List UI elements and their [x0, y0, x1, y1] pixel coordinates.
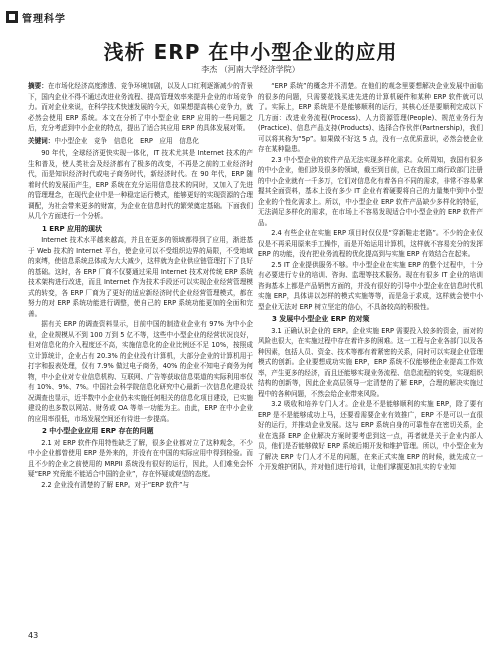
keywords-label: 关键词： — [28, 136, 55, 145]
right-column — [258, 81, 483, 473]
article-author: 李杰 （河南大学经济学院） — [201, 65, 300, 74]
article-title: 浅析 ERP 在中小型企业的应用 — [103, 40, 398, 64]
body-paragraph: 3.1 正确认识企业的 ERP。企业实施 ERP 需要投入较多的资金，面对的风险也很大，在实施过程中存在着许多的困难。这一工程与企业各部门以及各种因素，包括人员、资金、技术等都有着紧密的关系，同时可以实现企业管理模式的创新。企业要想成功实施 ERP，ERP 系统不仅能够使企业提高工作效率，产生更多的经济，而且还能够实现业务流程、信息流程的转变，实现组织结构的创新等，因此企业高层领导一定清楚的了解 ERP，合理的解决实施过程中的各种问题，不然会给企业带来风险。 — [258, 326, 483, 398]
body-paragraph: 90 年代，全球经济更快实现一体化，IT 技术尤其是 Internet 技术的产生和普及，使人类社会及经济都有了极多的改变，不再是之前的工业经济时代，而是知识经济时代或电子商务时代，新经济时代。在 90 年代，ERP 随着时代的发展而产生，ERP 系统在充分运用信息技术的同时，又加入了先进的管理理念，在现代企业中是一种稳定运行模式，能够更好的实现资源的合理调配，为社会带来更多的财富，为企业在信息时代的繁荣奠定基础。下面我们从几个方面进行一个分析。 — [28, 149, 253, 220]
body-paragraph: “ERP 系统”的概念并不清楚。在他们的观念里要想解决企业发展中面临的很多的问题，只需要花钱买进先进的计算机硬件和某种 ERP 软件就可以了。实际上，ERP 系统是不是能够顺利的运行，其核心还是要顺利完成以下几方面：改进业务流程(Process)、人力资源管理(People)、规范业务行为(Practice)、信息产品支持(Products)、选择合作伙伴(Partnership)，我们可以将其称为“5p”。如果做不好这 5 点，没有一点优质意识，必然会使企业存在某种隐患。 — [258, 82, 483, 153]
journal-logo-icon — [6, 11, 18, 23]
body-paragraph: 2.4 有些企业在实施 ERP 项目时仅仅是“穿新鞋走老路”。不少的企业仅仅是不再采用原来手工操作，而是开始运用计算机，这样就不容易充分的发挥 ERP 的功能，没有把业务流程的优化提高到与实施 ERP 有效结合在起来。 — [258, 229, 483, 258]
journal-name: 管理科学 — [22, 13, 66, 25]
abstract-label: 摘要： — [28, 82, 48, 90]
body-paragraph: 2.2 企业没有清楚的了解 ERP。对于“ERP 软件”与 — [41, 480, 190, 489]
section-heading: 2 中小型企业应用 ERP 存在的问题 — [42, 427, 154, 435]
abstract — [28, 81, 253, 134]
section-heading: 1 ERP 应用的现状 — [42, 224, 103, 233]
abstract-text: 在市场化经济高度渗透、竞争环境加剧，以及人口红利逐渐减少的背景下，国内企业不得不通过改进业务流程、提高管理效率来提升企业的市场竞争力。而对企业来说，在科学技术快速发展的今天，如果想提高核心竞争力，就必然会使用 ERP 系统。本文在分析了中小型企业 ERP 应用的一些问题之后，充分考虑到中小企业的特点，提出了适合其应用 ERP 的具体发展对策。 — [28, 82, 254, 132]
left-body — [28, 148, 253, 490]
journal-header — [6, 10, 66, 24]
body-paragraph: 2.1 对 ERP 软件作用特性缺乏了解，很多企业都对立了这种观念，不少中小企业都曾使用 ERP 是外来的，并没有在中国的实际应用中得到检验。而且不少的企业之前使用的 MRPII 系统没有很好的运行，因此，人们难免会怀疑“ERP 究竟能不能适合中国的企业”，存在怀疑或观望的态度。 — [28, 438, 253, 478]
keywords-text: 中小型企业 竞争 信息化 ERP 应用 信息化 — [54, 136, 199, 145]
body-paragraph: 2.5 IT 企业提供服务不够。中小型企业在实施 ERP 的整个过程中，十分有必要进行专业的培训、咨询、监理等技术服务。现在有很多 IT 企业的培训咨询基本上都是产品销售方面的，并没有很好的引导中小型企业在信息时代机实施 ERP，具体讲以怎样的模式实施等等，而是急于求成，这样就会使中小型企业无法对 ERP 树立坚定的信心，不具备较高的积极性。 — [258, 260, 483, 311]
keywords — [28, 136, 253, 147]
body-paragraph: Internet 技术水平越来越高，并且在更多的领域都得到了应用，渐进基于 Web 技术的 Internet 平台，使企业可以不受组织边界的局限，不受地域的束缚，使信息系统总体成为大大减少，这样就为企业供应链管理打下了良好的基础。这时，各 ERP 厂商不仅要通过采用 Internet 技术对传统 ERP 系统技术架构进行改进，而且 Internet 作为技术手段还可以实现企业经营管理模式的转变，各 ERP 厂商为了更好的适应新经济时代企业经营管理模式，都在努力的对 ERP 系统功能进行调整，使自己的 ERP 系统功能更加的全面和完善。 — [28, 236, 253, 318]
page-number: 43 — [28, 631, 39, 640]
section-heading: 3 发展中小型企业 ERP 的对策 — [272, 315, 370, 323]
body-paragraph: 据有关 ERP 的调查资料显示，目前中国的制造业企业有 97% 为中小企业，企业规模从不到 100 万到 5 亿不等，这些中小型企业的经营状况良好，但对信息化的介入程度还不高，实施信息化的企业比例还不足 10%，按照成立计算统计，企业占有 20.3% 的企业没有计算机，大部分企业的计算机用于打字和报表处理，仅有 7.9% 做过电子商务，40% 的企业不知电子商务为何物，中小企业对专业信息机构、互联网、广告等获取信息渠道的实际利用率仅有 10%、9%、7%。中国社会科学院信息化研究中心最新一次信息化建设状况调查也显示，近半数中小企业仍未实施任何相关的信息化项目建设，已实施建设的也多数以网站、财务或 OA 等单一功能为主。由此，ERP 在中小企业的应用率很低，市场发展空间还有待进一步提高。 — [28, 320, 253, 423]
body-paragraph: 3.2 吸收和培养专门人才。企业是不是能够顺利的实施 ERP，除了要有 ERP 是不是能够成功上马，还要看需要企业有效推广，ERP 不是可以一直很好的运行，并推动企业发展。这与 ERP 系统自身的可靠性存在密切关系，企业在选择 ERP 企业解决方案时要考虑到这一点，再者就是关于企业内部人员，他们是否能够做好 ERP 系统后期开发和维护管理。所以，中小型企业为了解决 ERP 专门人才不足的问题，在来正式实施 ERP 的时候，就先成立一个开发维护团队，并对他们进行培训，让他们掌握更加扎实的专业知 — [258, 400, 483, 471]
body-paragraph: 2.3 中小型企业的软件产品无法实现多样化需求。众所周知，我国有很多的中小企业，他们涉及很多的领域，截至到目前，已在我国工商行政部门注册的中小企业就有一千多万，它们对信息化有着各自不同的需求，非常不容易掌握其全面资料，基本上没有多少 IT 企业有着硬要将自己的力量集中到中小型企业的个性化需求上。所以，中小型企业 ERP 软件产品缺少多样化的特征，无法满足多样化的需求，在市场上不容易发现适合中小型企业的 ERP 软件产品。 — [258, 155, 483, 227]
right-body — [258, 81, 483, 473]
left-column — [28, 81, 253, 490]
